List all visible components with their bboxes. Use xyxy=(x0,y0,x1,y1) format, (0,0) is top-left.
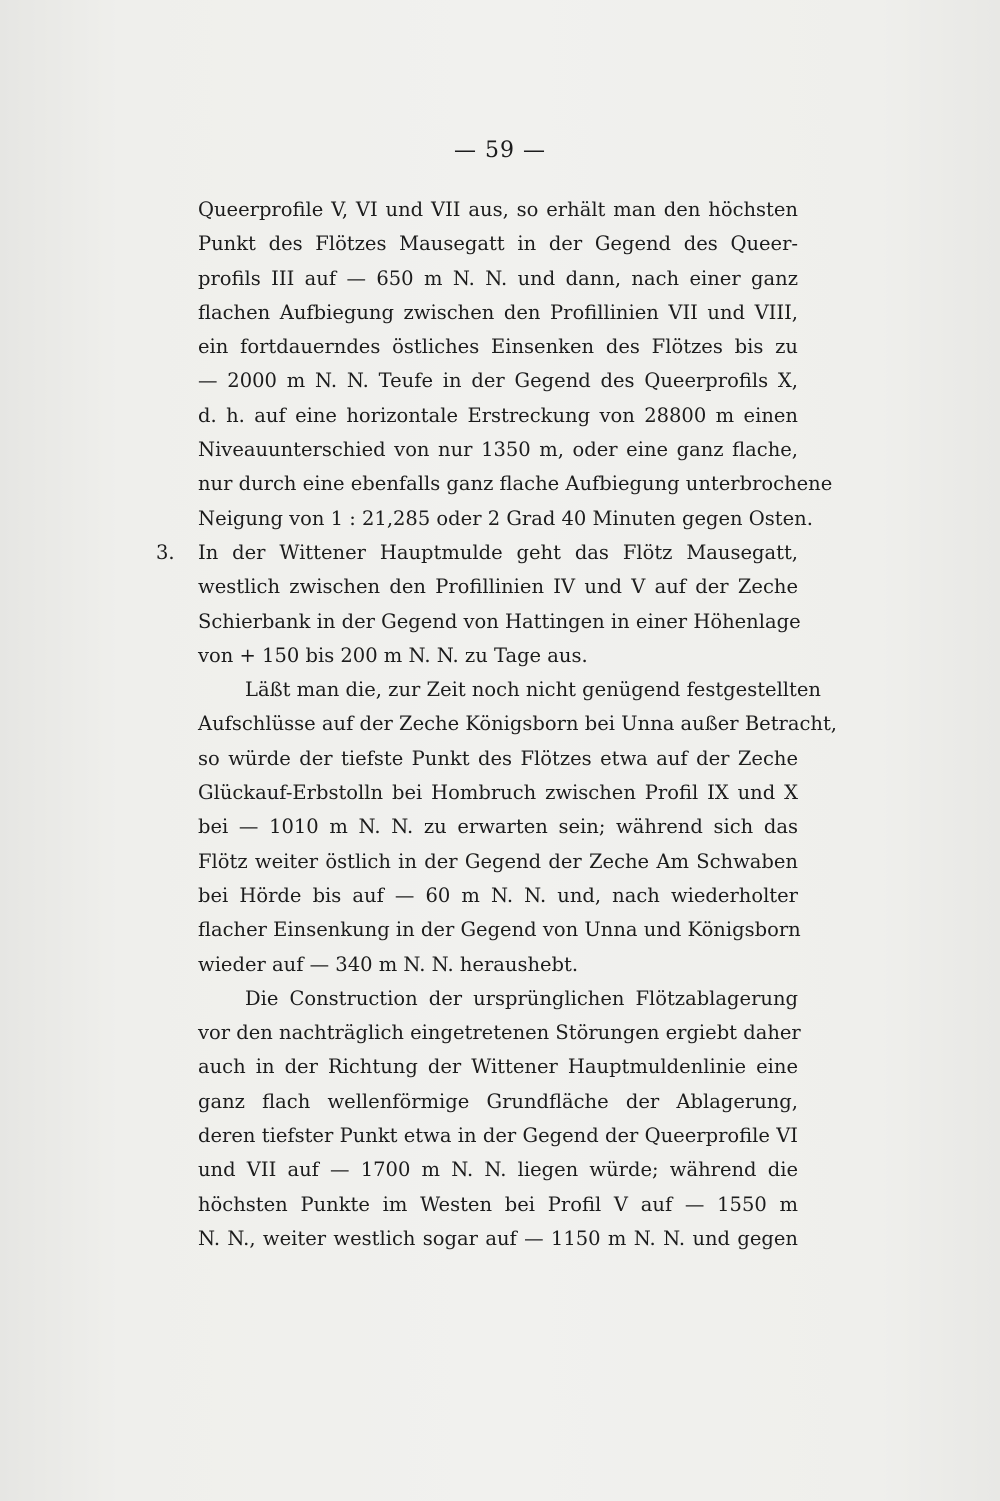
text-line: N. N., weiter westlich sogar auf — 1150 m N. N. und gegen xyxy=(198,1226,798,1250)
text-line: ganz flach wellenförmige Grundfläche der Ablagerung, xyxy=(198,1089,798,1113)
text-line: nur durch eine ebenfalls ganz flache Aufbiegung unterbrochene xyxy=(198,472,833,496)
text-line: Die Construction der ursprünglichen Flötzablagerung xyxy=(245,986,798,1010)
body-text xyxy=(156,193,837,1256)
text-line: In der Wittener Hauptmulde geht das Flötz Mausegatt, xyxy=(198,540,798,564)
text-line: Queerprofile V, VI und VII aus, so erhält man den höchsten xyxy=(198,198,798,221)
text-line: ein fortdauerndes östliches Einsenken des Flötzes bis zu xyxy=(198,335,798,359)
text-line: Glückauf-Erbstolln bei Hombruch zwischen Profil IX und X xyxy=(198,781,798,805)
text-line: Schierbank in der Gegend von Hattingen in einer Höhenlage xyxy=(198,609,801,633)
text-line: und VII auf — 1700 m N. N. liegen würde; während die xyxy=(198,1158,798,1182)
text-line: Aufschlüsse auf der Zeche Königsborn bei Unna außer Betracht, xyxy=(198,712,837,736)
text-line: flacher Einsenkung in der Gegend von Unna und Königsborn xyxy=(198,918,801,942)
text-line: d. h. auf eine horizontale Erstreckung von 28800 m einen xyxy=(198,403,798,427)
text-line: wieder auf — 340 m N. N. heraushebt. xyxy=(198,952,579,976)
text-line: auch in der Richtung der Wittener Hauptmuldenlinie eine xyxy=(198,1055,798,1079)
text-line: bei — 1010 m N. N. zu erwarten sein; während sich das xyxy=(198,815,798,839)
text-line: Neigung von 1 : 21,285 oder 2 Grad 40 Minuten gegen Osten. xyxy=(198,506,813,530)
text-line: bei Hörde bis auf — 60 m N. N. und, nach wiederholter xyxy=(198,883,798,907)
text-line: — 2000 m N. N. Teufe in der Gegend des Queerprofils X, xyxy=(198,369,798,393)
list-marker: 3. xyxy=(156,540,175,564)
numbered-item-line xyxy=(156,536,798,570)
text-line: deren tiefster Punkt etwa in der Gegend der Queerprofile VI xyxy=(198,1124,798,1148)
text-line: flachen Aufbiegung zwischen den Profillinien VII und VIII, xyxy=(198,300,798,324)
page-number: — 59 — xyxy=(454,138,546,163)
text-line: Flötz weiter östlich in der Gegend der Zeche Am Schwaben xyxy=(198,849,798,873)
text-line: Läßt man die, zur Zeit noch nicht genügend festgestellten xyxy=(245,678,821,702)
text-line: vor den nachträglich eingetretenen Störungen ergiebt daher xyxy=(198,1021,801,1045)
text-line: höchsten Punkte im Westen bei Profil V auf — 1550 m xyxy=(198,1192,798,1216)
text-line: Niveauunterschied von nur 1350 m, oder eine ganz flache, xyxy=(198,438,798,462)
text-line: so würde der tiefste Punkt des Flötzes etwa auf der Zeche xyxy=(198,746,798,770)
text-line: profils III auf — 650 m N. N. und dann, nach einer ganz xyxy=(198,266,798,290)
text-line: von + 150 bis 200 m N. N. zu Tage aus. xyxy=(198,643,588,667)
text-line: westlich zwischen den Profillinien IV und V auf der Zeche xyxy=(198,575,798,599)
text-line: Punkt des Flötzes Mausegatt in der Gegend des Queer- xyxy=(198,232,798,256)
